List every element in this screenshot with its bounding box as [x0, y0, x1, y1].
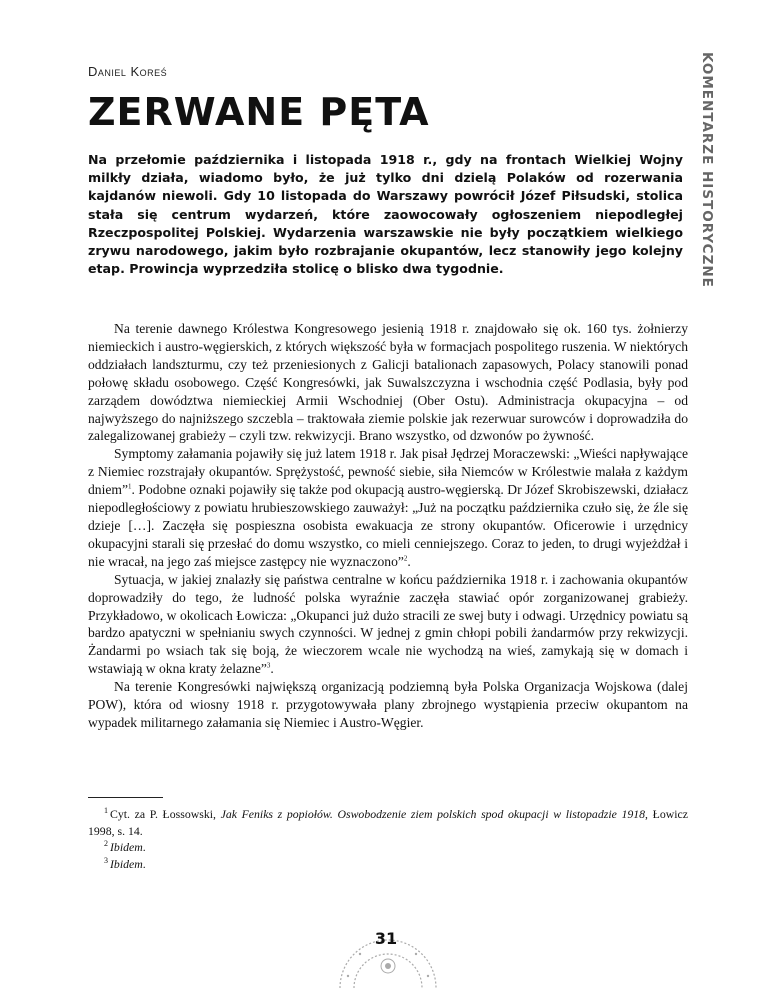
author-name: Daniel Koreś: [88, 64, 168, 79]
page-stamp-icon: [330, 910, 446, 990]
body-paragraph-2: Symptomy załamania pojawiły się już latem 1918 r. Jak pisał Jędrzej Moraczewski: „Wieści napływające z Niemiec rozstrajały okupantów. Sprężystość, pewność siebie, siła Niemców w Królestwie malała z każdym dniem”$^1$. Podobne oznaki pojawiły się także pod okupacją austro-węgierską. Dr Józef Skrobiszewski, działacz niepodległościowy z powiatu hrubieszowskiego zauważył: „Już na początku października czuło się, że źle się dzieje […]. Zaczęła się pospieszna osobista ewakuacja ze strony okupantów. Oficerowie i urzędnicy okupacyjni starali się przesłać do domu wszystko, co mieli cenniejszego. Coraz to jeden, to drugi wyjeżdżał i nie wracał, na jego zaś miejsce zastępcy nie wyznaczono”$^2$.: [88, 446, 688, 569]
footnote-ref-1: 1: [128, 482, 132, 491]
body-paragraph-4: Na terenie Kongresówki największą organizacją podziemną była Polska Organizacja Wojskowa (dalej POW), która od wiosny 1918 r. przygotowywała plany zbrojnego wystąpienia przeciw okupantom na wypadek militarnego załamania się Niemiec i Austro-Węgier.: [88, 679, 688, 730]
footnote-divider: [88, 797, 163, 798]
footnote-2: $^2$ Ibidem.: [104, 839, 146, 854]
page-number: 31: [374, 929, 398, 948]
article-title: ZERWANE PĘTA: [88, 90, 430, 134]
footnotes: [88, 806, 688, 872]
footnote-ref-2: 2: [403, 554, 408, 563]
article-body: [88, 320, 688, 732]
footnote-ref-3: 3: [266, 661, 271, 670]
side-section-label: KOMENTARZE HISTORYCZNE: [699, 52, 715, 288]
body-paragraph-1: Na terenie dawnego Królestwa Kongresowego jesienią 1918 r. znajdowało się ok. 160 tys. żołnierzy niemieckich i austro-węgierskich, z których większość była w formacjach pospolitego ruszenia. W niektórych oddziałach landszturmu, czy też przeniesionych z Galicji batalionach zapasowych, Polacy stanowili ponad połowę składu osobowego. Część Kongresówki, jak Suwalszczyzna i wschodnia część Podlasia, były pod zarządem dowództwa niemieckiej Armii Wschodniej (Ober Ostu). Administracja okupacyjna – od najwyższego do najniższego szczebla – traktowała ziemie polskie jak rezerwuar surowców i doprowadziła do zalegalizowanej grabieży – czyli tzw. rekwizycji. Brano wszystko, od dzwonów po żywność.: [88, 321, 688, 444]
lead-paragraph: Na przełomie października i listopada 1918 r., gdy na frontach Wielkiej Wojny milkły działa, wiadomo było, że już tylko dni dzielą Polaków od rozerwania kajdanów niewoli. Gdy 10 listopada do Warszawy powrócił Józef Piłsudski, stolica stała się centrum wydarzeń, które zaowocowały ogłoszeniem niepodległej Rzeczpospolitej Polskiej. Wydarzenia warszawskie nie były początkiem wielkiego zrywu narodowego, jakim było rozbrajanie okupantów, lecz stanowiły jego kolejny etap. Prowincja wyprzedziła stolicę o blisko dwa tygodnie.: [88, 152, 683, 277]
footnote-3: $^3$ Ibidem.: [104, 855, 146, 871]
body-paragraph-3: Sytuacja, w jakiej znalazły się państwa centralne w końcu października 1918 r. i zachowania okupantów doprowadziły do tego, że ludność polska wyraźnie zaczęła stawiać opór zorganizowanej grabieży. Przykładowo, w okolicach Łowicza: „Okupanci już dużo stracili ze swej buty i odwagi. Urzędnicy powiatu są bardzo apatyczni w spełnianiu swych czynności. W jednej z gmin chłopi pobili żandarmów przy rekwizycji. Żandarmi po wsiach tak się boją, że wieczorem wcale nie wychodzą na wieś, zamykają się w domach i wstawiają w okna kraty żelazne”$^3$.: [88, 571, 688, 677]
footnote-1: $^1$ Cyt. za P. Łossowski, Jak Feniks z popiołów. Oswobodzenie ziem polskich spod okupacji w listopadzie 1918, Łowicz 1998, s. 14.: [88, 806, 688, 838]
